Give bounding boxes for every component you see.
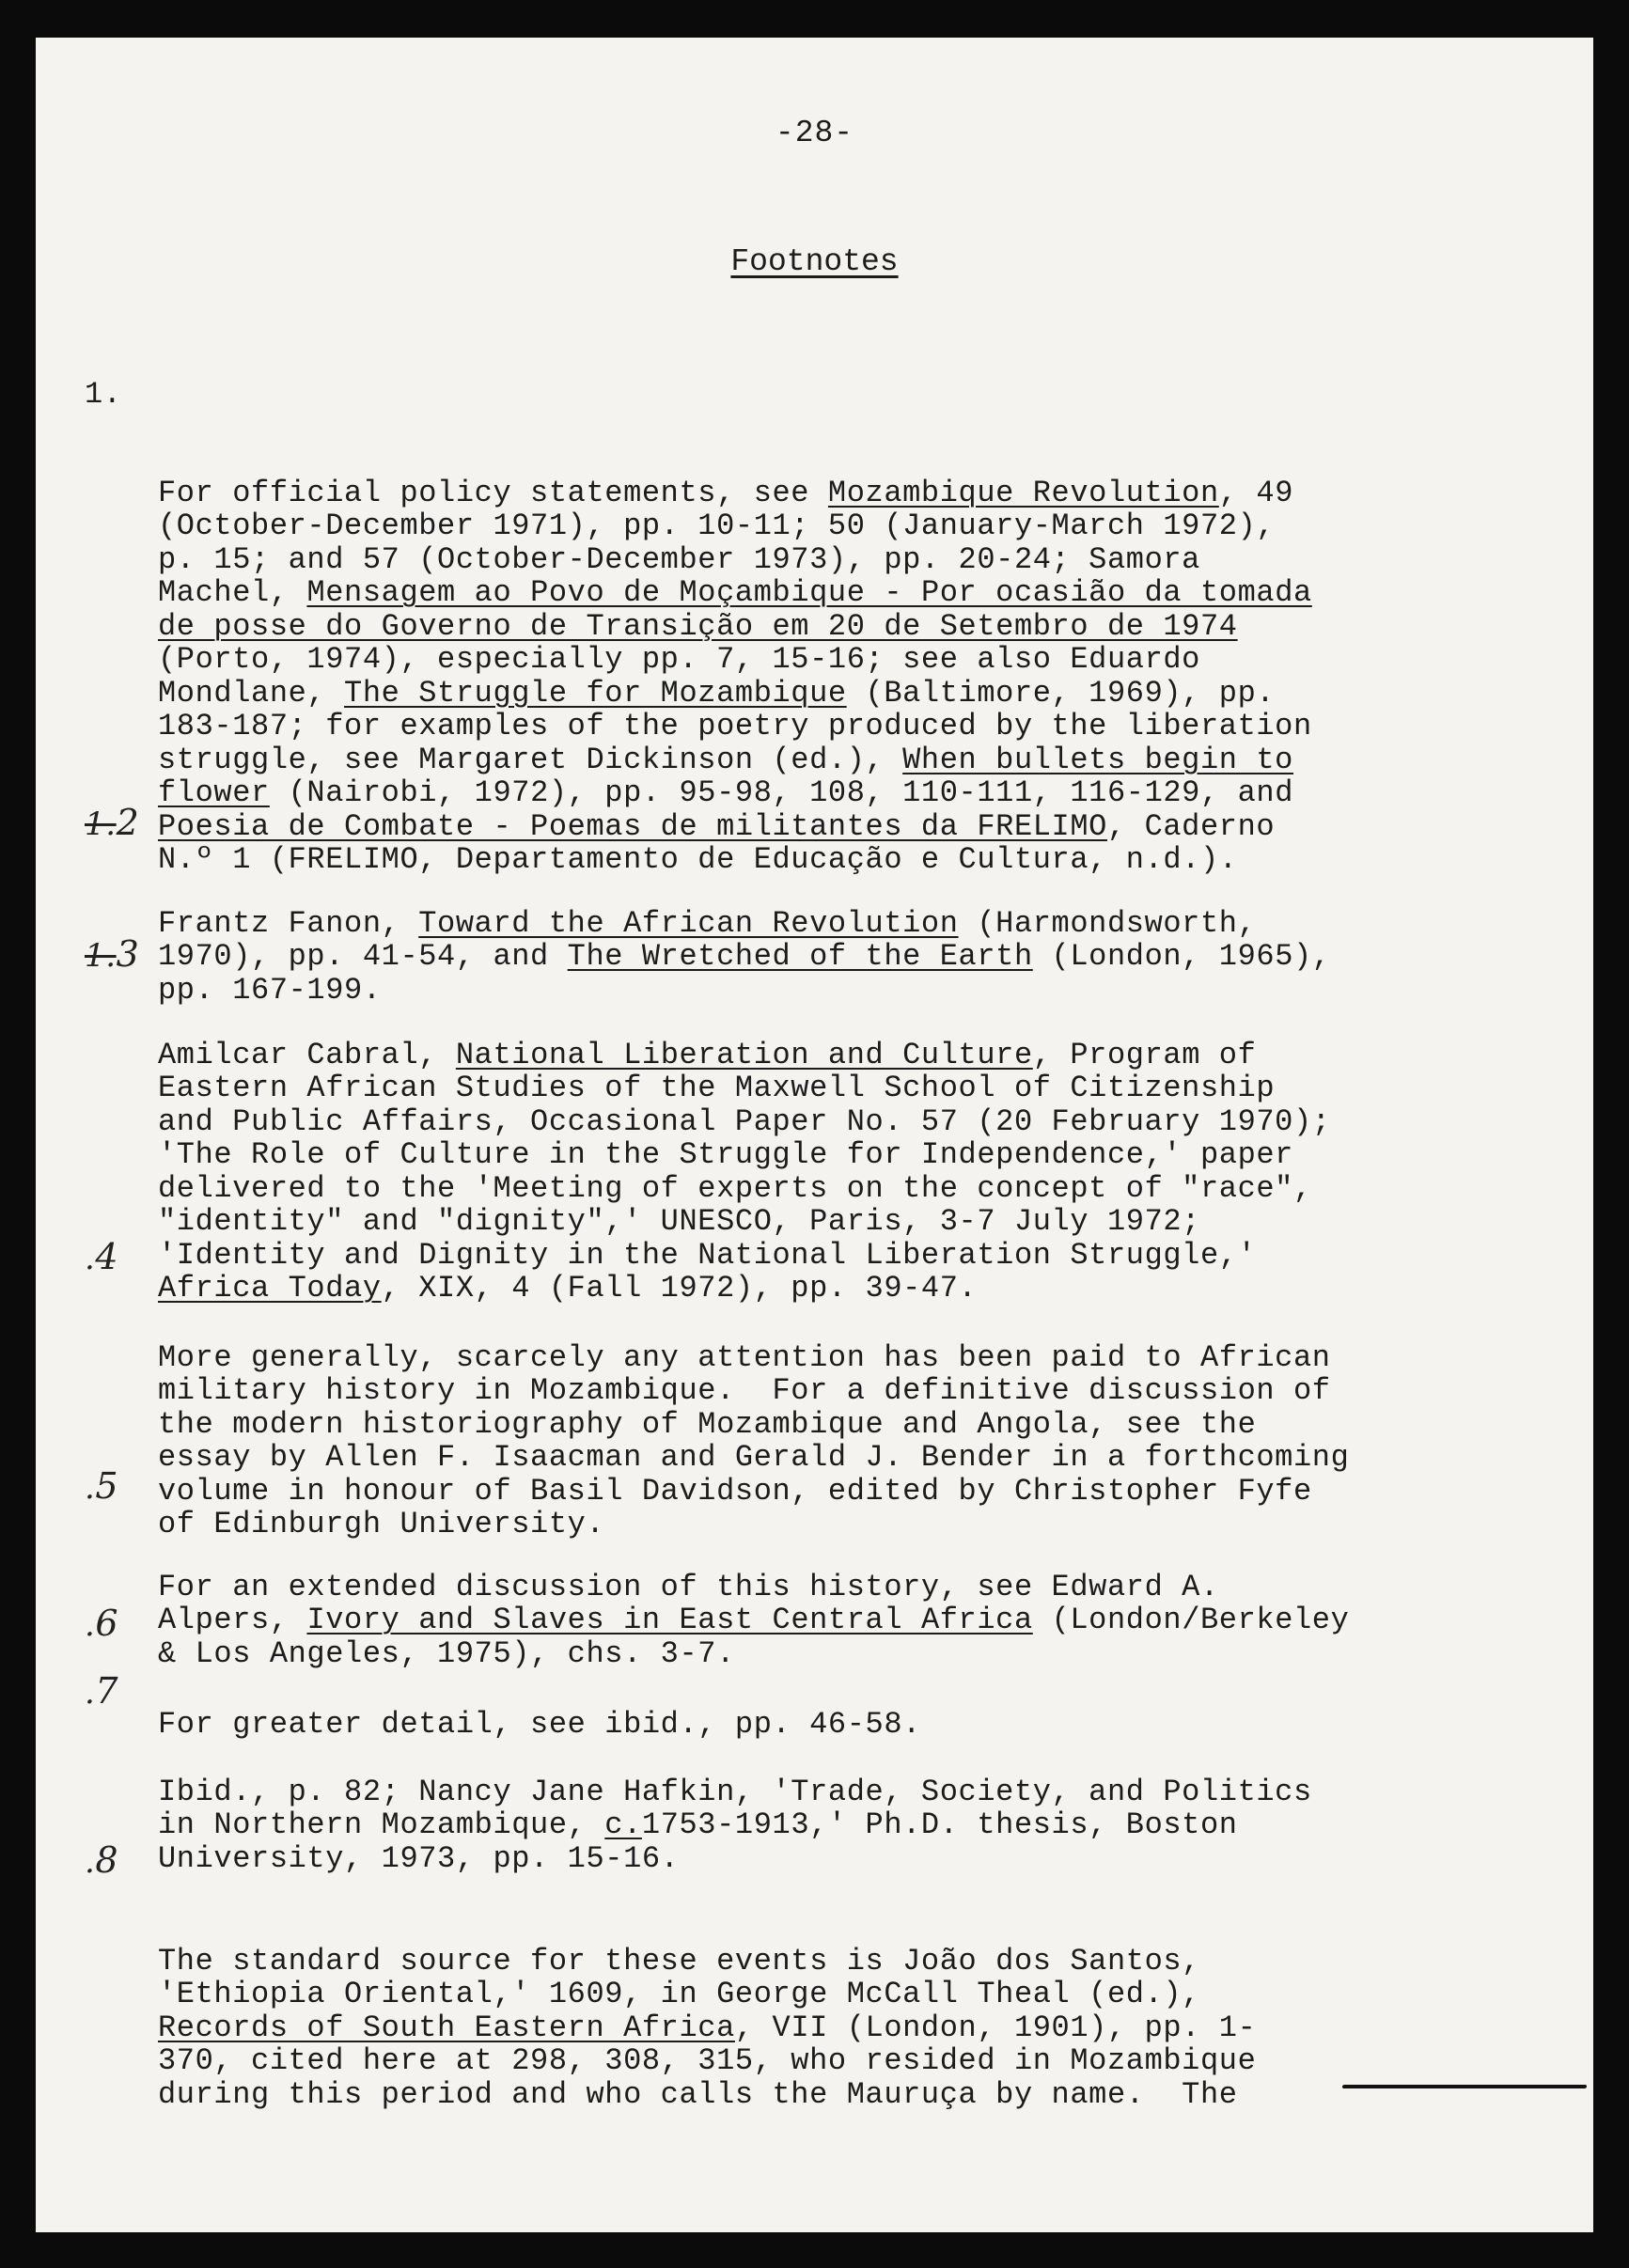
footnote-number [85,933,150,975]
page-number: -28- [775,116,854,150]
text-segment: 'Ethiopia Oriental,' 1609, in George McCall Theal (ed.), [158,1977,1200,2011]
footnote-line [158,2011,1549,2045]
footnote-line [158,477,1549,510]
text-segment: Machel, [158,575,307,610]
text-segment: 370, cited here at 298, 308, 315, who resided in Mozambique [158,2043,1257,2078]
dot-mark: . [85,1469,96,1507]
text-segment: Ibid., p. 82; Nancy Jane Hafkin, 'Trade, Society, and Politics [158,1774,1312,1809]
footnote-number [85,1603,150,1644]
handwritten-number: 2 [116,802,140,843]
handwritten-number: 8 [95,1839,119,1881]
footnote-line [158,2044,1549,2078]
text-segment: , Caderno [1106,808,1276,844]
text-segment: For an extended discussion of this history, see Edward A. [158,1569,1219,1604]
footnote-line [158,610,1549,644]
text-segment: For greater detail, see ibid., pp. 46-58. [158,1706,921,1742]
text-segment: Frantz Fanon, [158,905,419,941]
footnote-line [158,1172,1549,1206]
underlined-title: Ivory and Slaves in East Central Africa [306,1603,1033,1637]
text-segment: volume in honour of Basil Davidson, edited by Christopher Fyfe [158,1473,1312,1509]
handwritten-number: 4 [95,1236,119,1277]
footnote-line [158,1808,1549,1842]
footnote-line [158,576,1549,610]
text-segment: More generally, scarcely any attention has been paid to African [158,1339,1331,1375]
footnote-line [158,1039,1549,1072]
text-segment: in Northern Mozambique, [158,1807,605,1842]
footnote-line [158,907,1549,941]
footnote-line [158,1408,1549,1442]
footnote-number [85,376,150,412]
text-segment: struggle, see Margaret Dickinson (ed.), [158,742,903,777]
text-segment: delivered to the 'Meeting of experts on the concept of "race", [158,1170,1312,1206]
text-segment: 1753-1913,' Ph.D. thesis, Boston [641,1807,1238,1842]
underlined-title: Mensagem ao Povo de Moçambique - Por ocasião da tomada [306,575,1312,610]
struck-number-mark: 1. [85,937,117,975]
footnote-line [158,1945,1549,1979]
text-segment: the modern historiography of Mozambique and Angola, see the [158,1406,1257,1442]
underlined-title: c. [604,1807,642,1842]
handwritten-number: 5 [95,1465,119,1507]
footnote-text [158,1945,1549,2112]
text-segment: p. 15; and 57 (October-December 1973), pp. 20-24; Samora [158,541,1200,577]
text-segment: , VII (London, 1901), pp. 1- [734,2010,1257,2045]
footnote-line [158,776,1549,810]
footnote-number [85,1839,150,1881]
text-segment: during this period and who calls the Mauruça by name. The [158,2076,1238,2112]
text-segment: For official policy statements, see [158,475,828,510]
footnote-number-text: 1. [85,377,122,412]
underlined-title: Toward the African Revolution [418,905,959,941]
text-segment: and Public Affairs, Occasional Paper No. 57 (20 February 1970); [158,1103,1331,1139]
underlined-title: de posse do Governo de Transição em 20 de Setembro de 1974 [158,608,1238,644]
dot-mark: . [85,1843,96,1881]
footnote-number [85,1465,150,1507]
text-segment: The standard source for these events is João dos Santos, [158,1943,1200,1979]
underlined-title: flower [158,775,270,810]
text-segment: , 49 [1218,475,1294,510]
footnotes-heading-text: Footnotes [730,244,899,279]
struck-number-mark: 1. [85,806,117,843]
underlined-title: When bullets begin to [902,742,1293,777]
underlined-title: Poesia de Combate - Poemas de militantes da FRELIMO [158,808,1107,844]
footnote-line [158,643,1549,677]
text-segment: "identity" and "dignity",' UNESCO, Paris, 3-7 July 1972; [158,1204,1200,1239]
underlined-title: Africa Today [158,1271,382,1306]
document-page [36,38,1593,2232]
footnote-line [158,543,1549,577]
text-segment: Alpers, [158,1603,307,1637]
text-segment: Eastern African Studies of the Maxwell School of Citizenship [158,1071,1276,1105]
text-segment: University, 1973, pp. 15-16. [158,1840,680,1876]
handwritten-number: 7 [95,1670,119,1712]
text-segment: of Edinburgh University. [158,1507,605,1541]
text-segment: 183-187; for examples of the poetry produced by the liberation [158,709,1312,743]
text-segment: 'The Role of Culture in the Struggle for Independence,' paper [158,1137,1293,1172]
text-segment: 1970), pp. 41-54, and [158,939,568,974]
text-segment: military history in Mozambique. For a definitive discussion of [158,1373,1331,1408]
footnote-line [158,1374,1549,1408]
dot-mark: . [85,1606,96,1644]
text-segment: (Nairobi, 1972), pp. 95-98, 108, 110-111, 116-129, and [269,775,1293,810]
handwritten-number: 3 [116,933,140,975]
footnote-line [158,1341,1549,1375]
footnote-line [158,1205,1549,1239]
text-segment: essay by Allen F. Isaacman and Gerald J. Bender in a forthcoming [158,1440,1350,1475]
footnote-8 [85,1839,1549,2178]
footnote-number [85,1670,150,1712]
text-segment: (Baltimore, 1969), pp. [846,675,1276,711]
underlined-title: Mozambique Revolution [827,475,1219,510]
dot-mark: . [85,1240,96,1277]
underlined-title: The Struggle for Mozambique [344,675,847,711]
text-segment: , Program of [1032,1037,1257,1072]
text-segment: (London/Berkeley [1032,1603,1350,1637]
text-segment: Mondlane, [158,675,345,711]
text-segment: (London, 1965), [1032,939,1331,974]
footnote-line [158,1978,1549,2011]
footnote-line [158,710,1549,743]
text-segment: Amilcar Cabral, [158,1037,456,1072]
footnote-line [158,1775,1549,1809]
text-segment: pp. 167-199. [158,972,382,1008]
text-segment: 'Identity and Dignity in the National Liberation Struggle,' [158,1237,1257,1273]
footnote-line [158,1071,1549,1105]
text-segment: (Harmondsworth, [958,905,1257,941]
underlined-title: The Wretched of the Earth [567,939,1033,974]
footnote-line [158,1138,1549,1172]
text-segment: N.º 1 (FRELIMO, Departamento de Educação e Cultura, n.d.). [158,842,1238,877]
footnote-line [158,677,1549,711]
handwritten-number: 6 [95,1603,119,1644]
footnote-number [85,802,150,843]
text-segment: & Los Angeles, 1975), chs. 3-7. [158,1635,735,1671]
footnote-line [158,1571,1549,1604]
underlined-title: National Liberation and Culture [455,1037,1033,1072]
footnote-line [158,743,1549,777]
footnote-line [158,1105,1549,1139]
footnote-line [158,509,1549,543]
underlined-title: Records of South Eastern Africa [158,2010,735,2045]
pen-stroke-mark [1342,2085,1588,2088]
footnote-line [158,2078,1549,2112]
footnotes-heading [36,244,1593,279]
footnote-number [85,1236,150,1277]
text-segment: , XIX, 4 (Fall 1972), pp. 39-47. [381,1271,978,1306]
dot-mark: . [85,1674,96,1712]
text-segment: (October-December 1971), pp. 10-11; 50 (January-March 1972), [158,508,1276,543]
text-segment: (Porto, 1974), especially pp. 7, 15-16; see also Eduardo [158,642,1200,677]
